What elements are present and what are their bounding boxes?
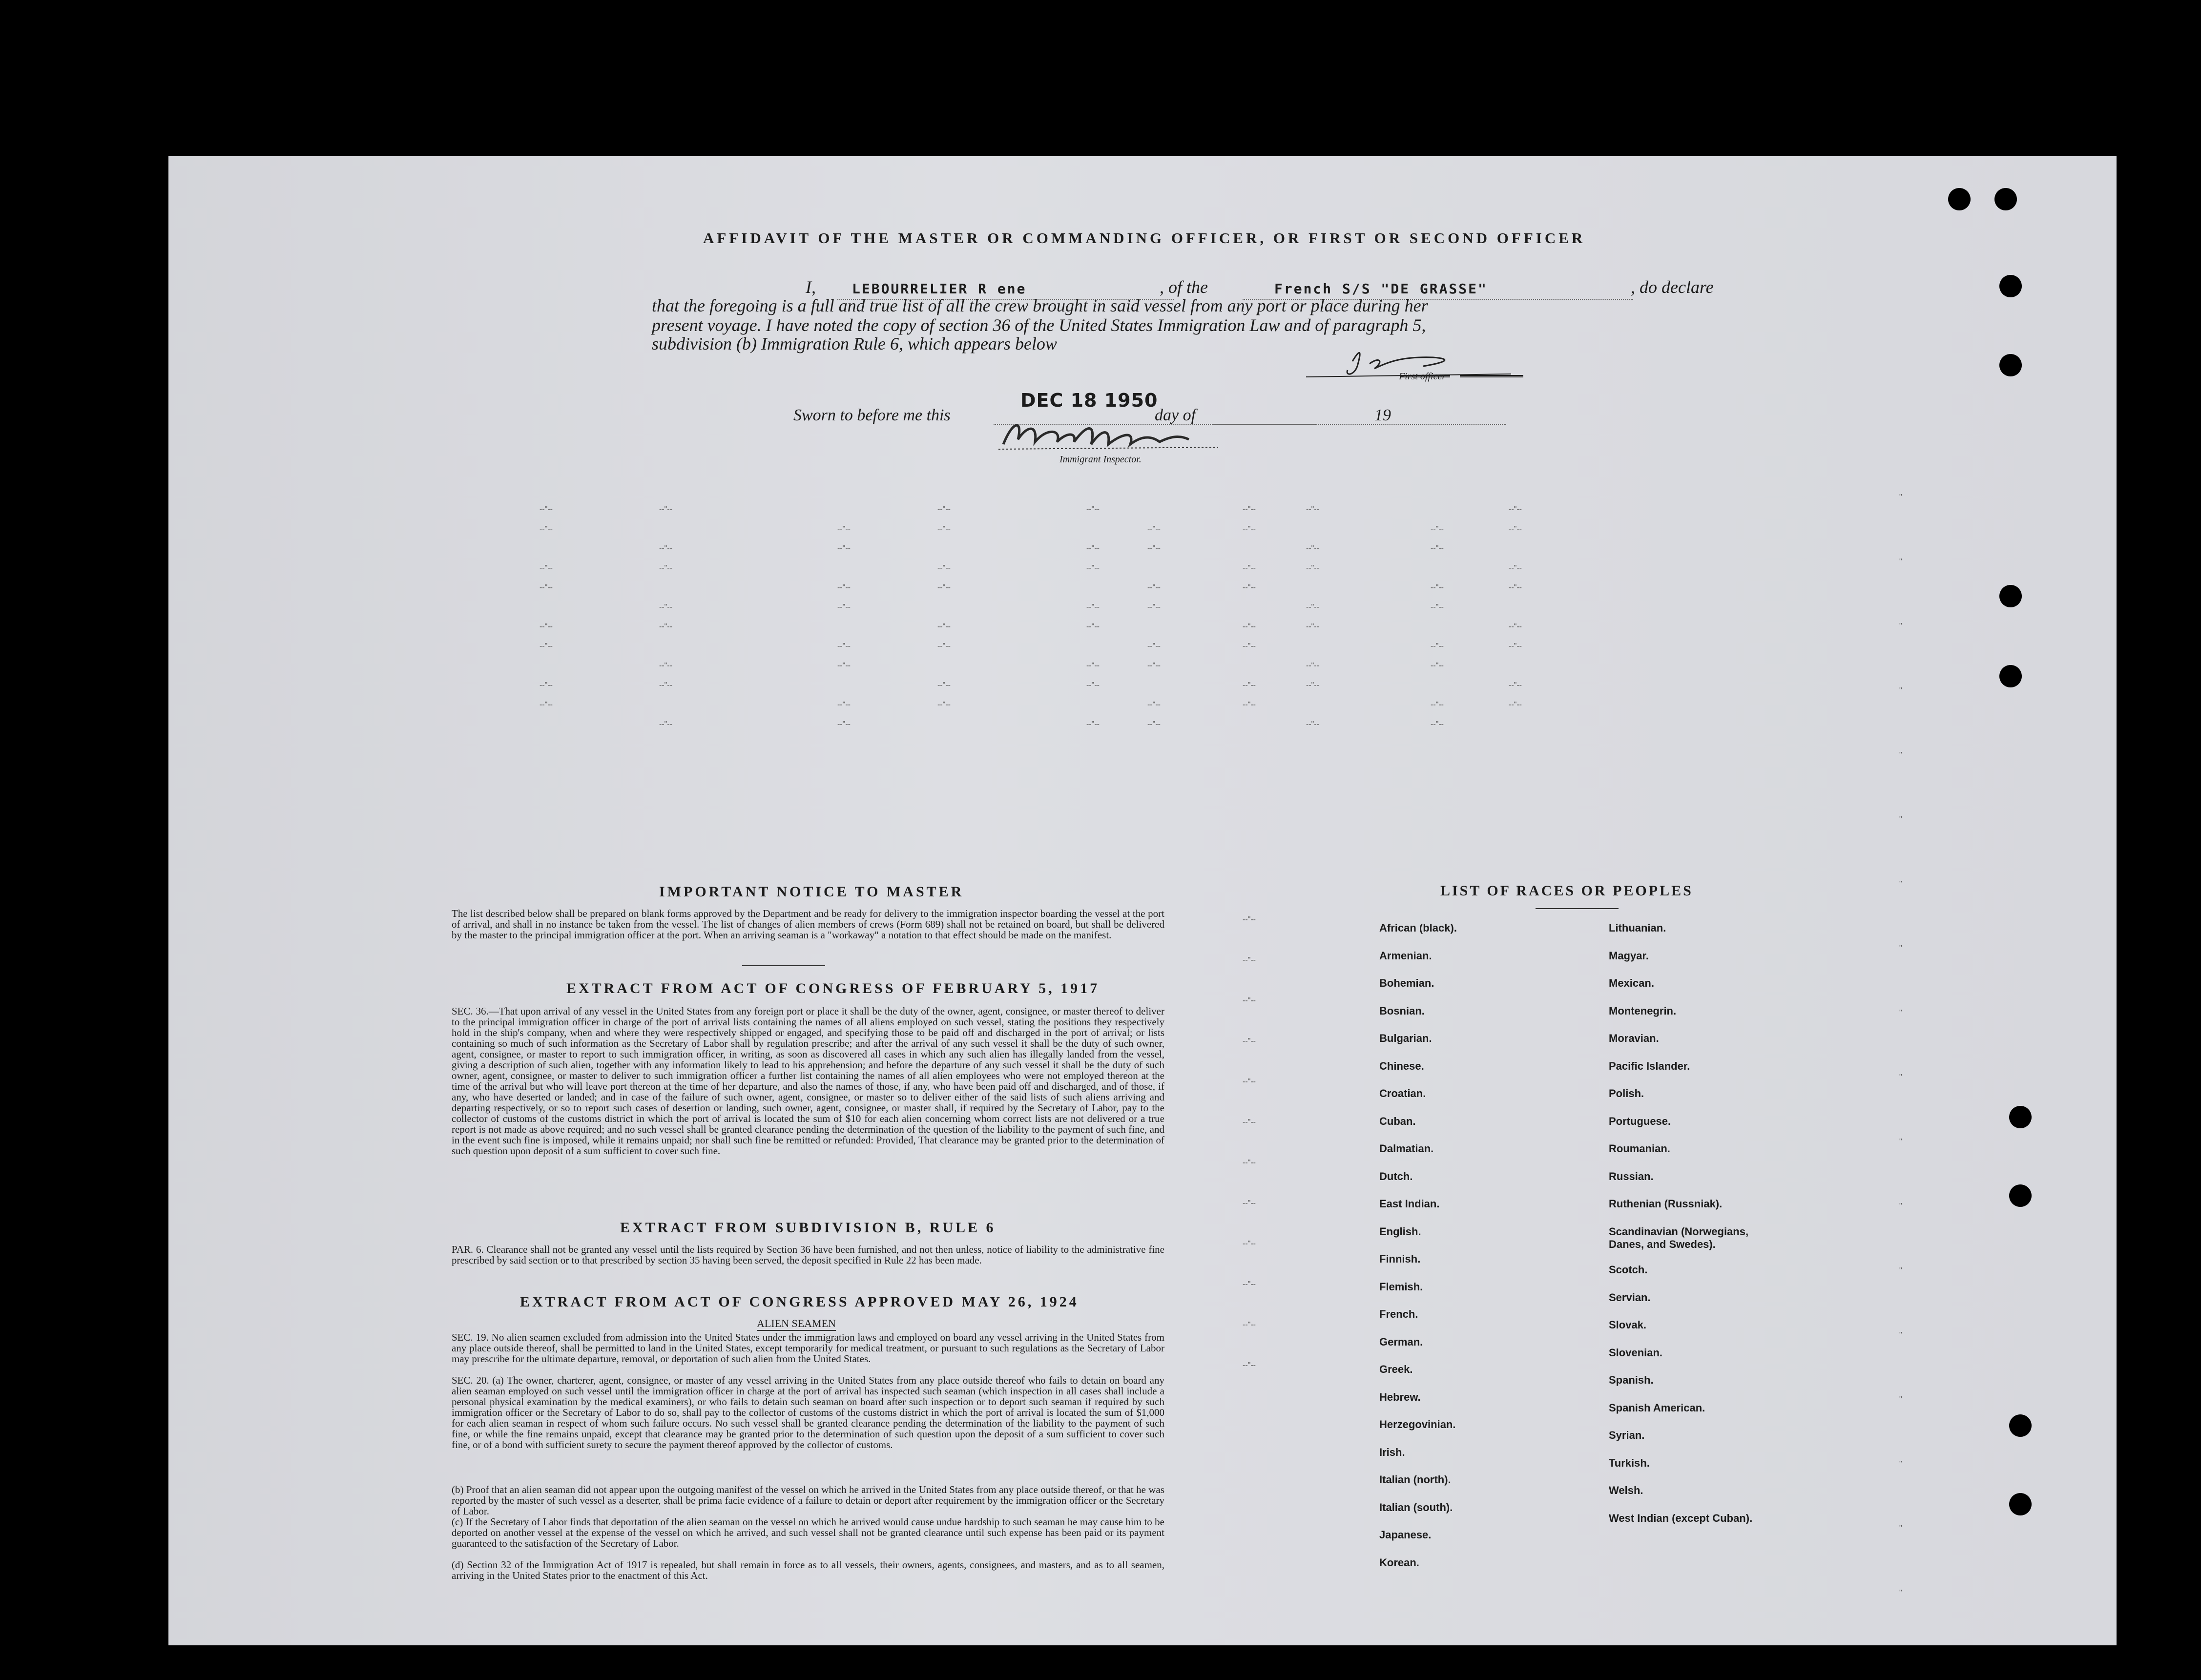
ditto-mark: --"--	[937, 701, 951, 709]
race-item: Magyar.	[1609, 949, 1649, 962]
ditto-mark: --"--	[837, 662, 851, 670]
race-item: Armenian.	[1379, 949, 1432, 962]
race-item: Roumanian.	[1609, 1142, 1670, 1155]
ditto-mark: --"--	[1431, 642, 1444, 650]
ditto-mark: --"--	[1086, 662, 1100, 670]
ditto-mark: --"--	[1509, 681, 1522, 689]
race-item: Servian.	[1609, 1291, 1651, 1304]
ditto-mark: "	[1899, 493, 1902, 501]
ditto-mark: --"--	[659, 505, 672, 514]
ditto-mark: "	[1899, 1073, 1902, 1081]
ditto-mark: --"--	[837, 544, 851, 553]
race-item: Bulgarian.	[1379, 1032, 1432, 1044]
ditto-mark: "	[1899, 880, 1902, 888]
ditto-mark: --"--	[837, 583, 851, 592]
ditto-mark: --"--	[1431, 720, 1444, 728]
ditto-mark: --"--	[659, 603, 672, 611]
ditto-mark: --"--	[1431, 525, 1444, 533]
race-item: West Indian (except Cuban).	[1609, 1512, 1753, 1524]
ditto-mark: --"--	[1086, 720, 1100, 728]
month-line	[1213, 424, 1506, 425]
ditto-mark: --"--	[1431, 662, 1444, 670]
ditto-mark: --"--	[937, 583, 951, 592]
punch-hole	[2009, 1493, 2032, 1515]
vessel-name: French S/S "DE GRASSE"	[1274, 281, 1488, 297]
ditto-mark: --"--	[1306, 662, 1319, 670]
race-item: Polish.	[1609, 1087, 1644, 1099]
document-sheet	[168, 156, 2117, 1645]
ditto-mark: --"--	[1243, 1240, 1256, 1248]
ditto-mark: --"--	[1243, 1037, 1256, 1045]
ditto-mark: --"--	[937, 622, 951, 631]
ditto-mark: --"--	[659, 681, 672, 689]
extract-rule6-text: PAR. 6. Clearance shall not be granted any vessel until the lists required by Section 36 have been furnished, and not then unless, notice of liability to the administrative fine prescribed by said section or to that prescribed by section 35 having been served, the deposit specified in Rule 22 has been made.	[452, 1244, 1164, 1266]
ditto-mark: --"--	[1243, 701, 1256, 709]
extract-1924-sec20a: SEC. 20. (a) The owner, charterer, agent, consignee, or master of any vessel arriving in the United States from any place outside thereof who fails to detain on board any alien seaman employed on such vessel until the immigration officer in charge at the port of arrival has inspected such seaman (which inspection in all cases shall include a personal physical examination by the medical examiners), or who fails to detain such seaman on board after such inspection or to deport such seaman if required by such immigration officer or the Secretary of Labor to do so, shall pay to the collector of customs of the customs district in which the port of arrival is located the sum of $1,000 for each alien seaman in respect of whom such failure occurs. No such vessel shall be granted clearance pending the determination of the liability to the payment of such fine, or while the fine remains unpaid, except that clearance may be granted prior to the determination of such question upon the deposit of a sum sufficient to cover such fine, or of a bond with sufficient surety to secure the payment thereof approved by the collector of customs.	[452, 1374, 1164, 1451]
ditto-mark: --"--	[837, 603, 851, 611]
ditto-mark: --"--	[1243, 564, 1256, 572]
ditto-mark: "	[1899, 558, 1902, 566]
race-item: Scotch.	[1609, 1264, 1648, 1276]
race-item: Syrian.	[1609, 1429, 1645, 1441]
punch-hole	[1999, 275, 2022, 297]
ditto-mark: --"--	[937, 681, 951, 689]
race-item: German.	[1379, 1335, 1423, 1348]
race-item: Welsh.	[1609, 1484, 1643, 1496]
signature-title: First officer	[1399, 371, 1446, 382]
race-item: Montenegrin.	[1609, 1004, 1677, 1017]
ditto-mark: --"--	[1243, 1199, 1256, 1207]
ditto-mark: "	[1899, 1331, 1902, 1339]
strikethrough-second	[1460, 375, 1523, 382]
do-declare-label: , do declare	[1631, 277, 1714, 297]
inspector-signature	[994, 415, 1228, 459]
ditto-mark: --"--	[1086, 505, 1100, 514]
race-item: Cuban.	[1379, 1115, 1416, 1127]
ditto-mark: --"--	[1306, 603, 1319, 611]
punch-hole	[1999, 665, 2022, 687]
ditto-mark: --"--	[837, 642, 851, 650]
ditto-mark: --"--	[1243, 915, 1256, 924]
race-item: Korean.	[1379, 1556, 1419, 1569]
ditto-mark: "	[1899, 622, 1902, 630]
ditto-mark: --"--	[1243, 1321, 1256, 1329]
ditto-mark: "	[1899, 1524, 1902, 1533]
ditto-mark: "	[1899, 1266, 1902, 1275]
ditto-mark: --"--	[1243, 622, 1256, 631]
sworn-label: Sworn to before me this	[793, 406, 951, 424]
ditto-mark: "	[1899, 686, 1902, 695]
ditto-mark: --"--	[540, 642, 553, 650]
race-item: Herzegovinian.	[1379, 1418, 1456, 1431]
ditto-mark: --"--	[1306, 544, 1319, 553]
race-item: Italian (south).	[1379, 1501, 1453, 1514]
extract-1924-sec20d: (d) Section 32 of the Immigration Act of 1917 is repealed, but shall remain in force as to all vessels, their owners, agents, consignees, and masters, and as to all seamen, arriving in the United States prior to the enactment of this Act.	[452, 1559, 1164, 1581]
race-item: Hebrew.	[1379, 1390, 1421, 1403]
race-item: Flemish.	[1379, 1280, 1423, 1293]
race-item: Spanish.	[1609, 1374, 1654, 1386]
ditto-mark: --"--	[540, 525, 553, 533]
ditto-mark: --"--	[1306, 622, 1319, 631]
ditto-mark: --"--	[1306, 564, 1319, 572]
ditto-mark: --"--	[1243, 1078, 1256, 1086]
ditto-mark: "	[1899, 1202, 1902, 1210]
race-item: Dalmatian.	[1379, 1142, 1434, 1155]
sworn-date-stamp: DEC 18 1950	[1020, 390, 1158, 411]
inspector-label: Immigrant Inspector.	[1059, 454, 1142, 465]
extract-1917-text: SEC. 36.—That upon arrival of any vessel in the United States from any foreign port or place it shall be the duty of the owner, agent, consignee, or master thereof to deliver to the principal immigration officer in charge of the port of arrival lists containing the names of all aliens employed on such vessel, stating the positions they respectively hold in the ship's company, when and where they were respectively shipped or engaged, and specifying those to be paid off and discharged in the port of arrival; or lists containing so much of such information as the Secretary of Labor shall by regulation prescribe; and after the arrival of any such vessel it shall be the duty of such owner, agent, consignee, or master to report to such immigration officer, in writing, as soon as discovered all cases in which any such alien has illegally landed from the vessel, giving a description of such alien, together with any information likely to lead to his apprehension; and before the departure of any such vessel it shall be the duty of such owner, agent, consignee, or master to deliver to such immigration officer a further list containing the names of all alien employees who were not employed thereon at the time of the arrival but who will leave port thereon at the time of her departure, and also the names of those, if any, who have been paid off and discharged, and of those, if any, who have deserted or landed; and in case of the failure of such owner, agent, consignee, or master so to deliver either of the said lists of such aliens arriving and departing respectively, or so to report such cases of desertion or landing, such owner, agent, consignee, or master shall, if required by the Secretary of Labor, pay to the collector of customs of the customs district in which the port of arrival is located the sum of $10 for each alien concerning whom correct lists are not delivered or a true report is not made as above required; and no such vessel shall be granted clearance pending the determination of the question of the liability to the payment of such fine, and in the event such fine is imposed, while it remains unpaid; nor shall such fine be remitted or refunded: Provided, That clearance may be granted prior to the determination of such question upon deposit of a sum sufficient to cover such fine.	[452, 1005, 1164, 1157]
ditto-mark: --"--	[1306, 681, 1319, 689]
race-item: Irish.	[1379, 1446, 1405, 1458]
ditto-mark: --"--	[659, 720, 672, 728]
ditto-mark: --"--	[1509, 701, 1522, 709]
ditto-mark: --"--	[1431, 583, 1444, 592]
ditto-mark: --"--	[1243, 1280, 1256, 1288]
ditto-mark: --"--	[659, 544, 672, 553]
affidavit-line3: present voyage. I have noted the copy of section 36 of the United States Immigration Law and of paragraph 5,	[652, 315, 1426, 335]
races-title: LIST OF RACES OR PEOPLES	[1440, 883, 1693, 899]
strikethrough-master	[1401, 375, 1450, 382]
race-item: Ruthenian (Russniak).	[1609, 1198, 1723, 1210]
ditto-mark: --"--	[1147, 603, 1161, 611]
ditto-mark: "	[1899, 944, 1902, 953]
of-the-label: , of the	[1160, 277, 1208, 297]
race-item: Spanish American.	[1609, 1401, 1705, 1414]
race-item: Pacific Islander.	[1609, 1059, 1690, 1072]
ditto-mark: --"--	[837, 525, 851, 533]
officer-name: LEBOURRELIER R ene	[852, 281, 1027, 297]
ditto-mark: --"--	[540, 681, 553, 689]
year-prefix: 19	[1374, 406, 1391, 424]
affidavit-line2: that the foregoing is a full and true list of all the crew brought in said vessel from any port or place during her	[652, 296, 1428, 315]
ditto-mark: --"--	[659, 662, 672, 670]
ditto-mark: --"--	[837, 720, 851, 728]
ditto-mark: --"--	[1243, 642, 1256, 650]
extract-1924-sec19: SEC. 19. No alien seamen excluded from admission into the United States under the immigration laws and employed on board any vessel arriving in the United States from any place outside thereof, shall be permitted to land in the United States, except temporarily for medical treatment, or pursuant to such regulations as the Secretary of Labor may prescribe for the ultimate departure, removal, or deportation of such alien from the United States.	[452, 1331, 1164, 1365]
ditto-mark: --"--	[1306, 720, 1319, 728]
race-item: French.	[1379, 1308, 1418, 1320]
ditto-mark: "	[1899, 1009, 1902, 1017]
extract-1917-title: EXTRACT FROM ACT OF CONGRESS OF FEBRUARY 5, 1917	[566, 980, 1100, 996]
punch-hole	[2009, 1414, 2032, 1437]
ditto-mark: --"--	[1509, 525, 1522, 533]
ditto-mark: --"--	[540, 505, 553, 514]
race-item: Lithuanian.	[1609, 922, 1666, 934]
race-item: African (black).	[1379, 922, 1457, 934]
day-of-label: day of	[1155, 406, 1196, 424]
ditto-mark: --"--	[1431, 603, 1444, 611]
race-item: Italian (north).	[1379, 1473, 1451, 1486]
ditto-mark: --"--	[1509, 622, 1522, 631]
race-item: Slovenian.	[1609, 1346, 1663, 1359]
races-rule	[1536, 908, 1619, 909]
ditto-mark: --"--	[1243, 996, 1256, 1005]
ditto-mark: --"--	[540, 564, 553, 572]
ditto-mark: --"--	[1086, 622, 1100, 631]
punch-hole	[1999, 585, 2022, 607]
ditto-mark: --"--	[1509, 564, 1522, 572]
ditto-mark: --"--	[659, 622, 672, 631]
ditto-mark: --"--	[659, 564, 672, 572]
ditto-mark: --"--	[1147, 583, 1161, 592]
race-item: Scandinavian (Norwegians, Danes, and Swedes).	[1609, 1225, 1749, 1250]
notice-rule	[742, 965, 825, 966]
ditto-mark: --"--	[1147, 701, 1161, 709]
punch-hole	[1999, 354, 2022, 376]
race-item: Portuguese.	[1609, 1115, 1671, 1127]
affidavit-line4: subdivision (b) Immigration Rule 6, which appears below	[652, 334, 1057, 353]
race-item: Russian.	[1609, 1170, 1654, 1182]
ditto-mark: --"--	[1147, 525, 1161, 533]
notice-text: The list described below shall be prepared on blank forms approved by the Department and be ready for delivery to the immigration inspector boarding the vessel at the port of arrival, and shall in no instance be taken from the vessel. The list of changes of alien members of crews (Form 689) shall not be retained on board, but shall be delivered by the master to the principal immigration officer at the port. When an arriving seaman is a "workaway" a notation to that effect should be made on the manifest.	[452, 908, 1164, 941]
ditto-mark: "	[1899, 1460, 1902, 1468]
ditto-mark: --"--	[1431, 544, 1444, 553]
race-item: Moravian.	[1609, 1032, 1659, 1044]
ditto-mark: --"--	[1243, 525, 1256, 533]
affidavit-title: AFFIDAVIT OF THE MASTER OR COMMANDING OFFICER, OR FIRST OR SECOND OFFICER	[703, 229, 1586, 247]
race-item: Greek.	[1379, 1363, 1413, 1375]
extract-1924-subtitle: ALIEN SEAMEN	[757, 1317, 836, 1331]
ditto-mark: --"--	[1243, 583, 1256, 592]
ditto-mark: --"--	[837, 701, 851, 709]
ditto-mark: --"--	[1243, 956, 1256, 964]
race-item: Croatian.	[1379, 1087, 1426, 1099]
race-item: Turkish.	[1609, 1456, 1650, 1469]
ditto-mark: --"--	[1243, 681, 1256, 689]
ditto-mark: --"--	[1147, 544, 1161, 553]
ditto-mark: "	[1899, 1395, 1902, 1404]
ditto-mark: --"--	[1243, 1159, 1256, 1167]
ditto-mark: --"--	[1147, 720, 1161, 728]
race-item: Bosnian.	[1379, 1004, 1425, 1017]
ditto-mark: "	[1899, 1138, 1902, 1146]
ditto-mark: --"--	[937, 505, 951, 514]
extract-1924-sec20b: (b) Proof that an alien seaman did not appear upon the outgoing manifest of the vessel on which he arrived in the United States from any place outside thereof, or that he was reported by the master of such vessel as a deserter, shall be prima facie evidence of a failure to detain or deport after requirement by the immigration officer or the Secretary of Labor.	[452, 1484, 1164, 1517]
ditto-mark: --"--	[540, 583, 553, 592]
punch-hole	[1994, 188, 2017, 210]
ditto-mark: --"--	[1243, 1118, 1256, 1126]
ditto-mark: --"--	[1509, 642, 1522, 650]
punch-hole	[1948, 188, 1971, 210]
race-item: Slovak.	[1609, 1319, 1647, 1331]
race-item: Chinese.	[1379, 1059, 1424, 1072]
ditto-mark: --"--	[540, 622, 553, 631]
extract-1924-title: EXTRACT FROM ACT OF CONGRESS APPROVED MAY 26, 1924	[520, 1294, 1079, 1310]
race-item: Dutch.	[1379, 1170, 1413, 1182]
extract-1924-sec20c: (c) If the Secretary of Labor finds that deportation of the alien seaman on the vessel on which he arrived would cause undue hardship to such seaman he may cause him to be deported on another vessel at the expense of the vessel on which he arrived, and such vessel shall not be granted clearance until such expense has been paid or its payment guaranteed to the satisfaction of the Secretary of Labor.	[452, 1516, 1164, 1549]
ditto-mark: --"--	[1147, 642, 1161, 650]
ditto-mark: "	[1899, 751, 1902, 759]
ditto-mark: --"--	[1086, 603, 1100, 611]
ditto-mark: --"--	[1086, 544, 1100, 553]
race-item: English.	[1379, 1225, 1421, 1238]
notice-title: IMPORTANT NOTICE TO MASTER	[659, 884, 964, 900]
punch-hole	[2009, 1106, 2032, 1128]
ditto-mark: --"--	[1306, 505, 1319, 514]
ditto-mark: "	[1899, 815, 1902, 824]
ditto-mark: --"--	[1243, 505, 1256, 514]
ditto-mark: --"--	[1509, 583, 1522, 592]
ditto-mark: --"--	[937, 642, 951, 650]
ditto-mark: --"--	[1086, 681, 1100, 689]
race-item: Bohemian.	[1379, 977, 1434, 989]
affidavit-line1-prefix: I,	[806, 277, 816, 297]
ditto-mark: --"--	[540, 701, 553, 709]
ditto-mark: --"--	[1243, 1361, 1256, 1369]
race-item: Finnish.	[1379, 1253, 1421, 1265]
punch-hole	[2009, 1184, 2032, 1207]
ditto-mark: "	[1899, 1589, 1902, 1597]
ditto-mark: --"--	[937, 525, 951, 533]
ditto-mark: --"--	[1509, 505, 1522, 514]
extract-rule6-title: EXTRACT FROM SUBDIVISION B, RULE 6	[620, 1220, 996, 1236]
ditto-mark: --"--	[1431, 701, 1444, 709]
ditto-mark: --"--	[937, 564, 951, 572]
ditto-mark: --"--	[1147, 662, 1161, 670]
ditto-mark: --"--	[1086, 564, 1100, 572]
race-item: Japanese.	[1379, 1529, 1432, 1541]
race-item: East Indian.	[1379, 1198, 1440, 1210]
race-item: Mexican.	[1609, 977, 1654, 989]
